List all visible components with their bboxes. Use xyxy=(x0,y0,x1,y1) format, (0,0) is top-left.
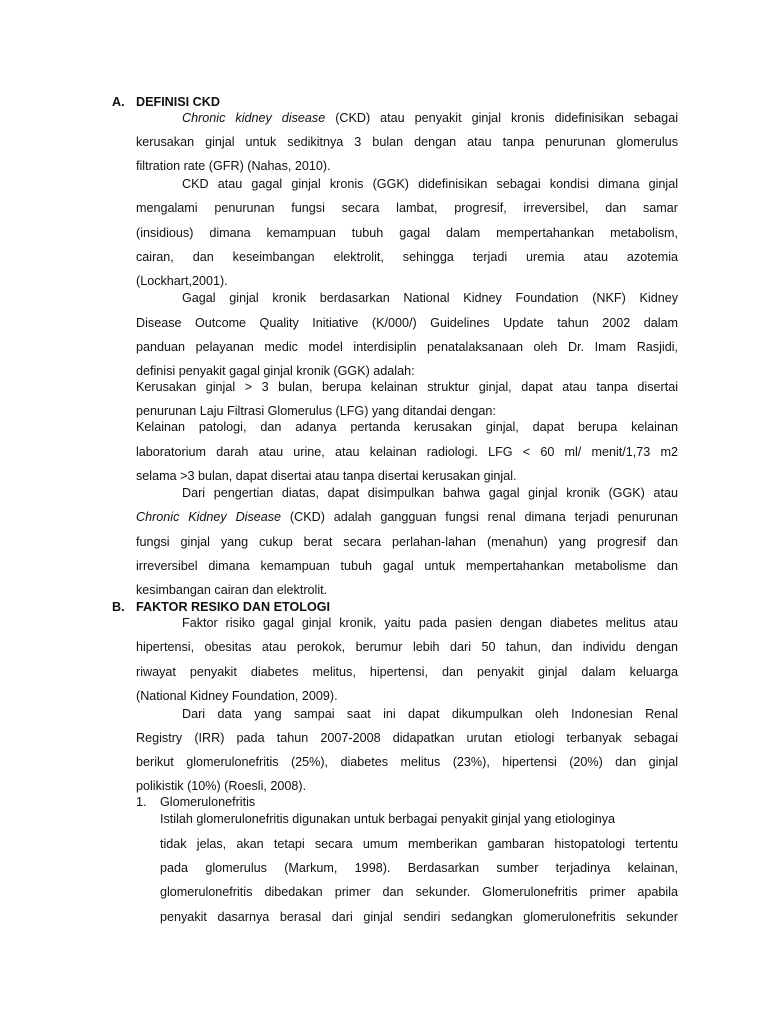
text-line: penurunan Laju Filtrasi Glomerulus (LFG) yang ditandai dengan: xyxy=(136,404,496,418)
text-line: polikistik (10%) (Roesli, 2008). xyxy=(136,779,307,793)
text-line: definisi penyakit gagal ginjal kronik (GGK) adalah: xyxy=(136,364,415,378)
text-line: Faktor risiko gagal ginjal kronik, yaitu pada pasien dengan diabetes melitus atau xyxy=(182,616,678,630)
text-line: Istilah glomerulonefritis digunakan untuk berbagai penyakit ginjal yang etiologinya xyxy=(160,812,616,826)
text-line: CKD atau gagal ginjal kronis (GGK) didefinisikan sebagai kondisi dimana ginjal xyxy=(182,177,678,191)
text-line: Dari data yang sampai saat ini dapat dikumpulkan oleh Indonesian Renal xyxy=(182,707,678,721)
text-line: (Lockhart,2001). xyxy=(136,274,228,288)
section-b-title: FAKTOR RESIKO DAN ETOLOGI xyxy=(136,600,331,614)
text-line: penyakit dasarnya berasal dari ginjal sendiri sedangkan glomerulonefritis sekunder xyxy=(160,910,678,924)
section-a-letter: A. xyxy=(112,95,125,109)
text-line: hipertensi, obesitas atau perokok, berumur lebih dari 50 tahun, dan individu dengan xyxy=(136,640,678,654)
text-line: riwayat penyakit diabetes melitus, hipertensi, dan penyakit ginjal dalam keluarga xyxy=(136,665,678,679)
text-line: mengalami penurunan fungsi secara lambat, progresif, irreversibel, dan samar xyxy=(136,201,678,215)
text-line: panduan pelayanan medic model interdisiplin penatalaksanaan oleh Dr. Imam Rasjidi, xyxy=(136,340,678,354)
text-line: tidak jelas, akan tetapi secara umum memberikan gambaran histopatologi tertentu xyxy=(160,837,678,851)
text-line: berikut glomerulonefritis (25%), diabetes melitus (23%), hipertensi (20%) dan ginjal xyxy=(136,755,678,769)
text-line: (insidious) dimana kemampuan tubuh gagal dalam mempertahankan metabolism, xyxy=(136,226,678,240)
list-item-number: 1. xyxy=(136,795,147,809)
text-line: Gagal ginjal kronik berdasarkan National Kidney Foundation (NKF) Kidney xyxy=(182,291,678,305)
text-line: glomerulonefritis dibedakan primer dan sekunder. Glomerulonefritis primer apabila xyxy=(160,885,678,899)
section-b-letter: B. xyxy=(112,600,125,614)
text-line: Dari pengertian diatas, dapat disimpulkan bahwa gagal ginjal kronik (GGK) atau xyxy=(182,486,678,500)
list-item-title: Glomerulonefritis xyxy=(160,795,256,809)
text-line: kesimbangan cairan dan elektrolit. xyxy=(136,583,328,597)
text-line: selama >3 bulan, dapat disertai atau tanpa disertai kerusakan ginjal. xyxy=(136,469,517,483)
text-line: Disease Outcome Quality Initiative (K/000/) Guidelines Update tahun 2002 dalam xyxy=(136,316,678,330)
text-line: filtration rate (GFR) (Nahas, 2010). xyxy=(136,159,331,173)
text-line: kerusakan ginjal untuk sedikitnya 3 bulan dengan atau tanpa penurunan glomerulus xyxy=(136,135,678,149)
text-line: irreversibel dimana kemampuan tubuh gagal untuk mempertahankan metabolisme dan xyxy=(136,559,678,573)
text-line: Chronic Kidney Disease (CKD) adalah gangguan fungsi renal dimana terjadi penurunan xyxy=(136,510,679,524)
text-line: (National Kidney Foundation, 2009). xyxy=(136,689,338,703)
text-line: Kelainan patologi, dan adanya pertanda kerusakan ginjal, dapat berupa kelainan xyxy=(136,420,678,434)
text-line: laboratorium darah atau urine, atau kelainan radiologi. LFG < 60 ml/ menit/1,73 m2 xyxy=(136,445,678,459)
text-line: Chronic kidney disease (CKD) atau penyakit ginjal kronis didefinisikan sebagai xyxy=(182,111,678,125)
text-line: pada glomerulus (Markum, 1998). Berdasarkan sumber terjadinya kelainan, xyxy=(160,861,678,875)
section-a-title: DEFINISI CKD xyxy=(136,95,220,109)
text-line: fungsi ginjal yang cukup berat secara perlahan-lahan (menahun) yang progresif dan xyxy=(136,535,678,549)
text-line: Kerusakan ginjal > 3 bulan, berupa kelainan struktur ginjal, dapat atau tanpa disertai xyxy=(136,380,678,394)
text-line: Registry (IRR) pada tahun 2007-2008 didapatkan urutan etiologi terbanyak sebagai xyxy=(136,731,678,745)
text-line: cairan, dan keseimbangan elektrolit, sehingga terjadi uremia atau azotemia xyxy=(136,250,678,264)
